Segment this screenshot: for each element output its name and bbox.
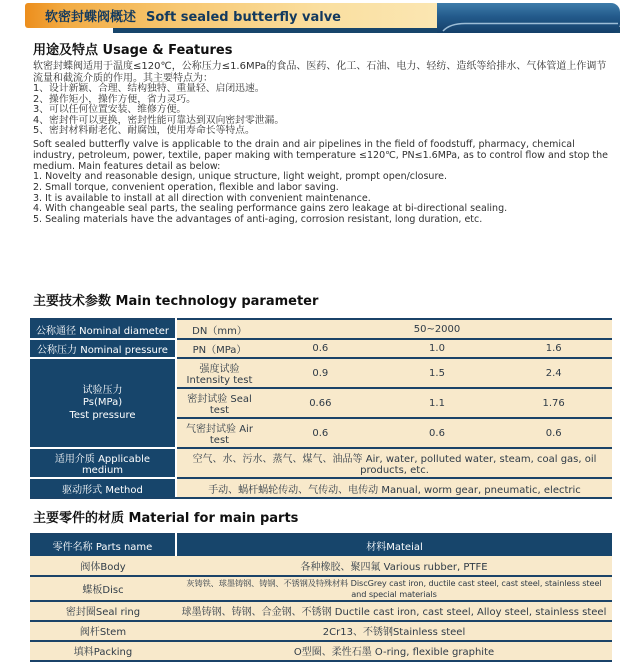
intensity-test-value-cell: 2.4 [495, 358, 612, 388]
usage-point-zh-5: 5、密封材料耐老化、耐腐蚀，使用寿命长等特点。 [33, 125, 255, 137]
usage-intro-en: Soft sealed butterfly valve is applicable to the drain and air pipelines in the field of foodstuff, pharmacy, chemical industry, petroleum, power, textile, paper making with temperature ≤120℃, PN≤1.6MPa, as to control flow and stop the medium. Main features detail as below: [33, 138, 608, 172]
table-row-nominal-pressure [30, 339, 612, 359]
nominal-diameter-label-cell: 公称通径 Nominal diameter [30, 319, 176, 339]
air-test-value-cell: 0.6 [262, 418, 379, 448]
tech-heading: 主要技术参数 Main technology parameter [33, 294, 319, 310]
seal-test-value-cell: 1.76 [495, 388, 612, 418]
materials-section [33, 512, 612, 526]
page-title-en: Soft sealed butterfly valve [146, 10, 341, 25]
seal-test-value-cell: 0.66 [262, 388, 379, 418]
pn-value-cell: 1.6 [495, 339, 612, 359]
method-value-cell: 手动、蜗杆蜗轮传动、气传动、电传动 Manual, worm gear, pneumatic, electric [176, 478, 612, 498]
pn-value-cell: 1.0 [379, 339, 496, 359]
table-row-intensity-test [30, 358, 612, 388]
table-row-disc [30, 576, 612, 601]
part-name-cell: 阀体Body [30, 556, 176, 576]
material-header-cell: 材料Mateial [176, 534, 612, 556]
nominal-pressure-label-cell: 公称压力 Nominal pressure [30, 339, 176, 359]
materials-table [30, 533, 612, 662]
medium-label-cell: 适用介质 Applicable medium [30, 448, 176, 478]
usage-point-zh-1: 1、设计新颖、合理、结构独特、重量轻、启闭迅速。 [33, 83, 265, 94]
seal-test-name-cell: 密封试验 Seal test [176, 388, 262, 418]
material-cell: 各种橡胶、聚四氟 Various rubber, PTFE [176, 556, 612, 576]
page-title-zh: 软密封蝶阀概述 [45, 10, 137, 25]
air-test-name-cell: 气密封试验 Air test [176, 418, 262, 448]
usage-point-en-4: 4. With changeable seal parts, the sealing performance gains zero leakage at bi-directional sealing. [33, 203, 508, 215]
table-row-applicable-medium [30, 448, 612, 478]
header-title-band [25, 3, 437, 28]
page-title [45, 6, 341, 25]
material-cell: 灰铸铁、球墨铸钢、铸钢、不锈钢及特殊材料 DiscGrey cast iron, ductile cast steel, cast steel, stainless steel and special materials [176, 576, 612, 601]
materials-header-row [30, 534, 612, 556]
tech-parameter-table [30, 318, 612, 499]
page-header [0, 0, 640, 36]
table-row-nominal-diameter [30, 319, 612, 339]
intensity-test-name-cell: 强度试验 Intensity test [176, 358, 262, 388]
materials-heading: 主要零件的材质 Material for main parts [33, 510, 299, 526]
material-cell: O型圈、柔性石墨 O-ring, flexible graphite [176, 641, 612, 661]
usage-point-zh-4: 4、密封件可以更换，密封性能可靠达到双向密封零泄漏。 [33, 114, 285, 126]
pn-value-cell: 0.6 [262, 339, 379, 359]
table-row-drive-method [30, 478, 612, 498]
seal-test-value-cell: 1.1 [379, 388, 496, 418]
air-test-value-cell: 0.6 [379, 418, 496, 448]
tech-parameter-section [33, 295, 612, 309]
usage-heading: 用途及特点 Usage & Features [33, 43, 233, 58]
usage-point-en-5: 5. Sealing materials have the advantages of anti-aging, corrosion resistant, long duration, etc. [33, 213, 483, 225]
parts-name-header-cell: 零件名称 Parts name [30, 534, 176, 556]
intensity-test-value-cell: 0.9 [262, 358, 379, 388]
intensity-test-value-cell: 1.5 [379, 358, 496, 388]
medium-value-cell: 空气、水、污水、蒸气、煤气、油品等 Air, water, polluted water, steam, coal gas, oil products, etc. [176, 448, 612, 478]
table-row-stem [30, 621, 612, 641]
material-cell: 球墨铸钢、铸钢、合金钢、不锈钢 Ductile cast iron, cast steel, Alloy steel, stainless steel [176, 601, 612, 621]
usage-point-en-2: 2. Small torque, convenient operation, flexible and labor saving. [33, 181, 339, 193]
usage-point-zh-3: 3、可以任何位置安装、维修方便。 [33, 104, 187, 116]
table-row-packing [30, 641, 612, 661]
table-row-body [30, 556, 612, 576]
part-name-cell: 蝶板Disc [30, 576, 176, 601]
header-curve-decoration [437, 3, 620, 33]
air-test-value-cell: 0.6 [495, 418, 612, 448]
usage-intro-zh: 软密封蝶阀适用于温度≤120℃，公称压力≤1.6MPa的食品、医药、化工、石油、电力、轻纺、造纸等给排水、气体管道上作调节流量和截流介质的作用。其主要特点为： [33, 61, 607, 84]
usage-point-en-3: 3. It is available to install at all direction with convenient maintenance. [33, 192, 371, 204]
test-pressure-label-cell: 试验压力 Ps(MPa) Test pressure [30, 358, 176, 448]
usage-point-en-1: 1. Novelty and reasonable design, unique structure, light weight, prompt open/closure. [33, 171, 448, 183]
header-right-band [437, 3, 620, 33]
part-name-cell: 密封圈Seal ring [30, 601, 176, 621]
usage-point-zh-2: 2、操作矩小，操作方便，省力灵巧。 [33, 93, 196, 105]
part-name-cell: 阀杆Stem [30, 621, 176, 641]
dn-range-cell: 50~2000 [262, 319, 612, 339]
table-row-seal-ring [30, 601, 612, 621]
method-label-cell: 驱动形式 Method [30, 478, 176, 498]
usage-features-section [33, 44, 612, 225]
material-cell: 2Cr13、不锈钢Stainless steel [176, 621, 612, 641]
dn-unit-cell: DN（mm） [176, 319, 262, 339]
pn-unit-cell: PN（MPa） [176, 339, 262, 359]
part-name-cell: 填料Packing [30, 641, 176, 661]
